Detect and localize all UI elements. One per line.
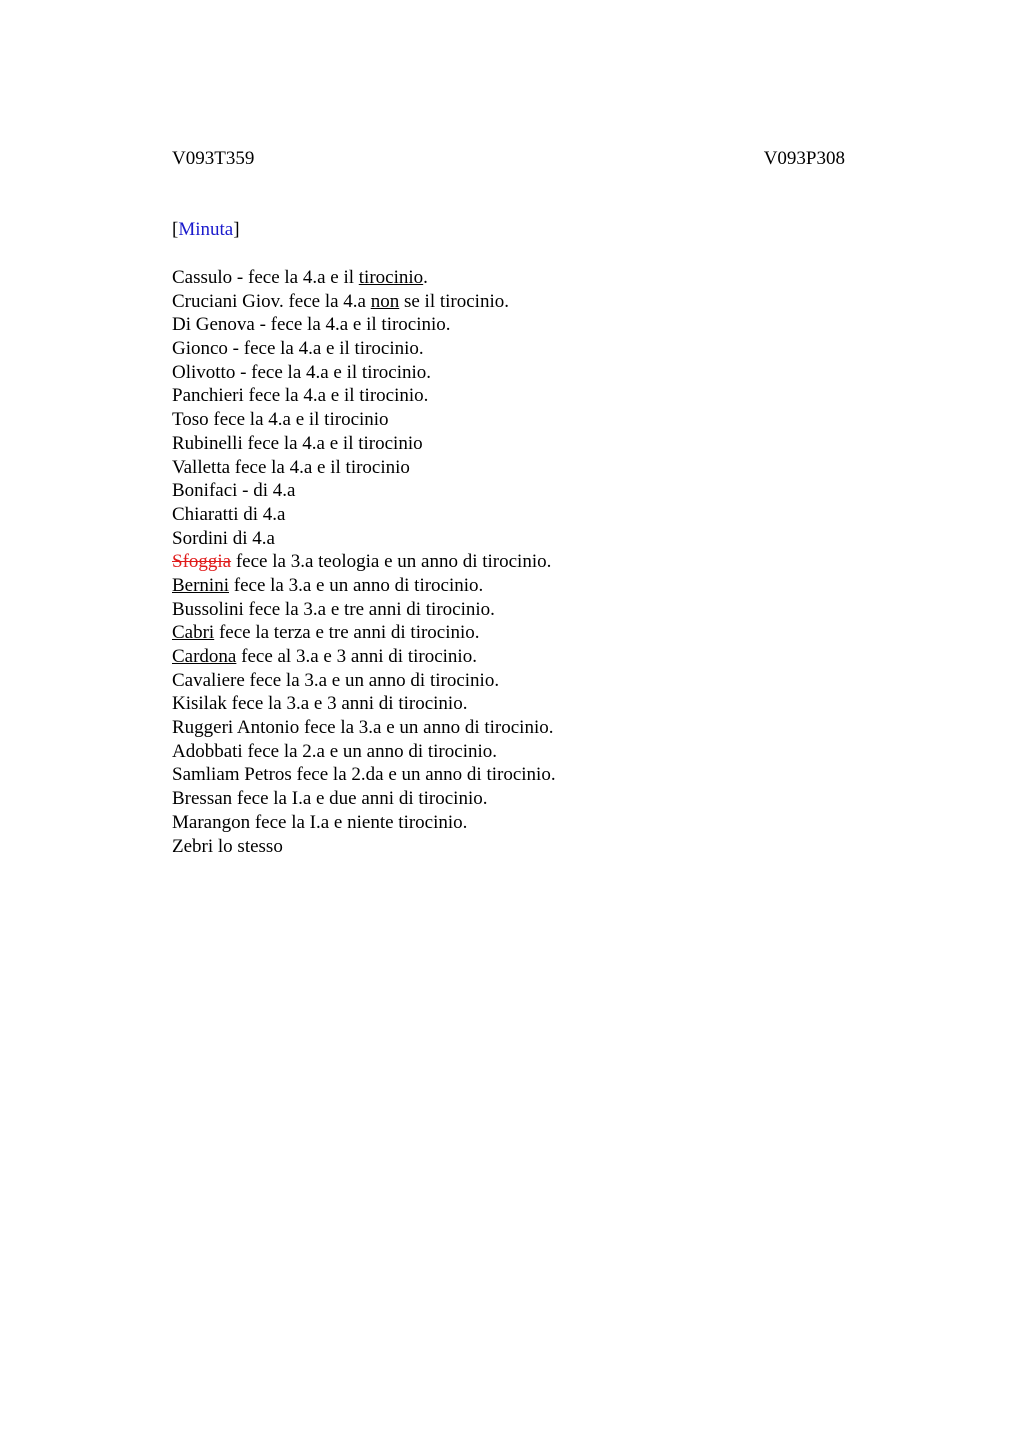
line-text: Di Genova - fece la 4.a e il tirocinio. [172, 314, 451, 336]
line-text: Olivotto - fece la 4.a e il tirocinio. [172, 361, 432, 383]
line-text: Bonifaci - di 4.a [172, 480, 296, 502]
underlined-text: tirocinio [358, 267, 424, 288]
list-item [172, 503, 556, 527]
bracket-open: [ [172, 219, 179, 240]
line-text: fece la terza e tre anni di tirocinio. [214, 622, 480, 644]
list-item [172, 598, 556, 622]
line-text: Kisilak fece la 3.a e 3 anni di tirocinio. [172, 693, 468, 715]
list-item [172, 361, 556, 385]
line-text: se il tirocinio. [399, 290, 509, 312]
list-item [172, 811, 556, 835]
list-item [172, 787, 556, 811]
line-text: Gionco - fece la 4.a e il tirocinio. [172, 338, 424, 360]
page-header [172, 147, 845, 171]
line-text: fece al 3.a e 3 anni di tirocinio. [236, 646, 477, 667]
line-text: . [423, 267, 428, 288]
underlined-text: Bernini [172, 574, 229, 596]
list-item [172, 313, 556, 337]
minuta-label [172, 218, 240, 242]
list-item [172, 692, 556, 716]
document-code-right: V093P308 [763, 148, 845, 169]
line-text: Cassulo - fece la 4.a e il [172, 267, 359, 288]
line-text: fece la 3.a e un anno di tirocinio. [229, 574, 484, 596]
line-text: Rubinelli fece la 4.a e il tirocinio [172, 432, 423, 454]
underlined-text: Cardona [172, 646, 237, 667]
list-item [172, 835, 556, 859]
line-text: Adobbati fece la 2.a e un anno di tirocinio. [172, 740, 498, 762]
line-text: Panchieri fece la 4.a e il tirocinio. [172, 385, 429, 407]
line-text: Cavaliere fece la 3.a e un anno di tirocinio. [172, 669, 500, 691]
list-item [172, 527, 556, 551]
line-text: Bussolini fece la 3.a e tre anni di tirocinio. [172, 598, 495, 620]
line-text: Toso fece la 4.a e il tirocinio [172, 409, 389, 431]
line-text: Zebri lo stesso [172, 835, 283, 857]
bracket-close: ] [233, 219, 240, 240]
list-item [172, 669, 556, 693]
list-item [172, 621, 556, 645]
line-text: Sordini di 4.a [172, 527, 275, 549]
list-item [172, 479, 556, 503]
line-text: Valletta fece la 4.a e il tirocinio [172, 456, 410, 478]
list-item [172, 432, 556, 456]
line-text: fece la 3.a teologia e un anno di tirocinio. [231, 551, 552, 573]
list-item [172, 574, 556, 598]
minuta-link[interactable]: Minuta [178, 219, 234, 240]
line-text: Cruciani Giov. fece la 4.a [172, 290, 371, 312]
line-text: Marangon fece la I.a e niente tirocinio. [172, 811, 468, 833]
line-text: Ruggeri Antonio fece la 3.a e un anno di tirocinio. [172, 717, 554, 739]
underlined-text: Cabri [172, 622, 215, 644]
list-item [172, 337, 556, 361]
list-item [172, 763, 556, 787]
deleted-text: Sfoggia [172, 551, 232, 573]
list-item [172, 266, 556, 290]
document-code-left: V093T359 [172, 148, 255, 169]
line-text: Bressan fece la I.a e due anni di tirocinio. [172, 788, 488, 810]
list-item [172, 740, 556, 764]
list-item [172, 290, 556, 314]
line-text: Chiaratti di 4.a [172, 503, 286, 525]
list-item [172, 550, 556, 574]
list-item [172, 716, 556, 740]
list-item [172, 456, 556, 480]
list-item [172, 645, 556, 669]
list-item [172, 384, 556, 408]
line-text: Samliam Petros fece la 2.da e un anno di tirocinio. [172, 764, 556, 786]
underlined-text: non [370, 290, 400, 312]
list-item [172, 408, 556, 432]
student-list [172, 266, 556, 858]
